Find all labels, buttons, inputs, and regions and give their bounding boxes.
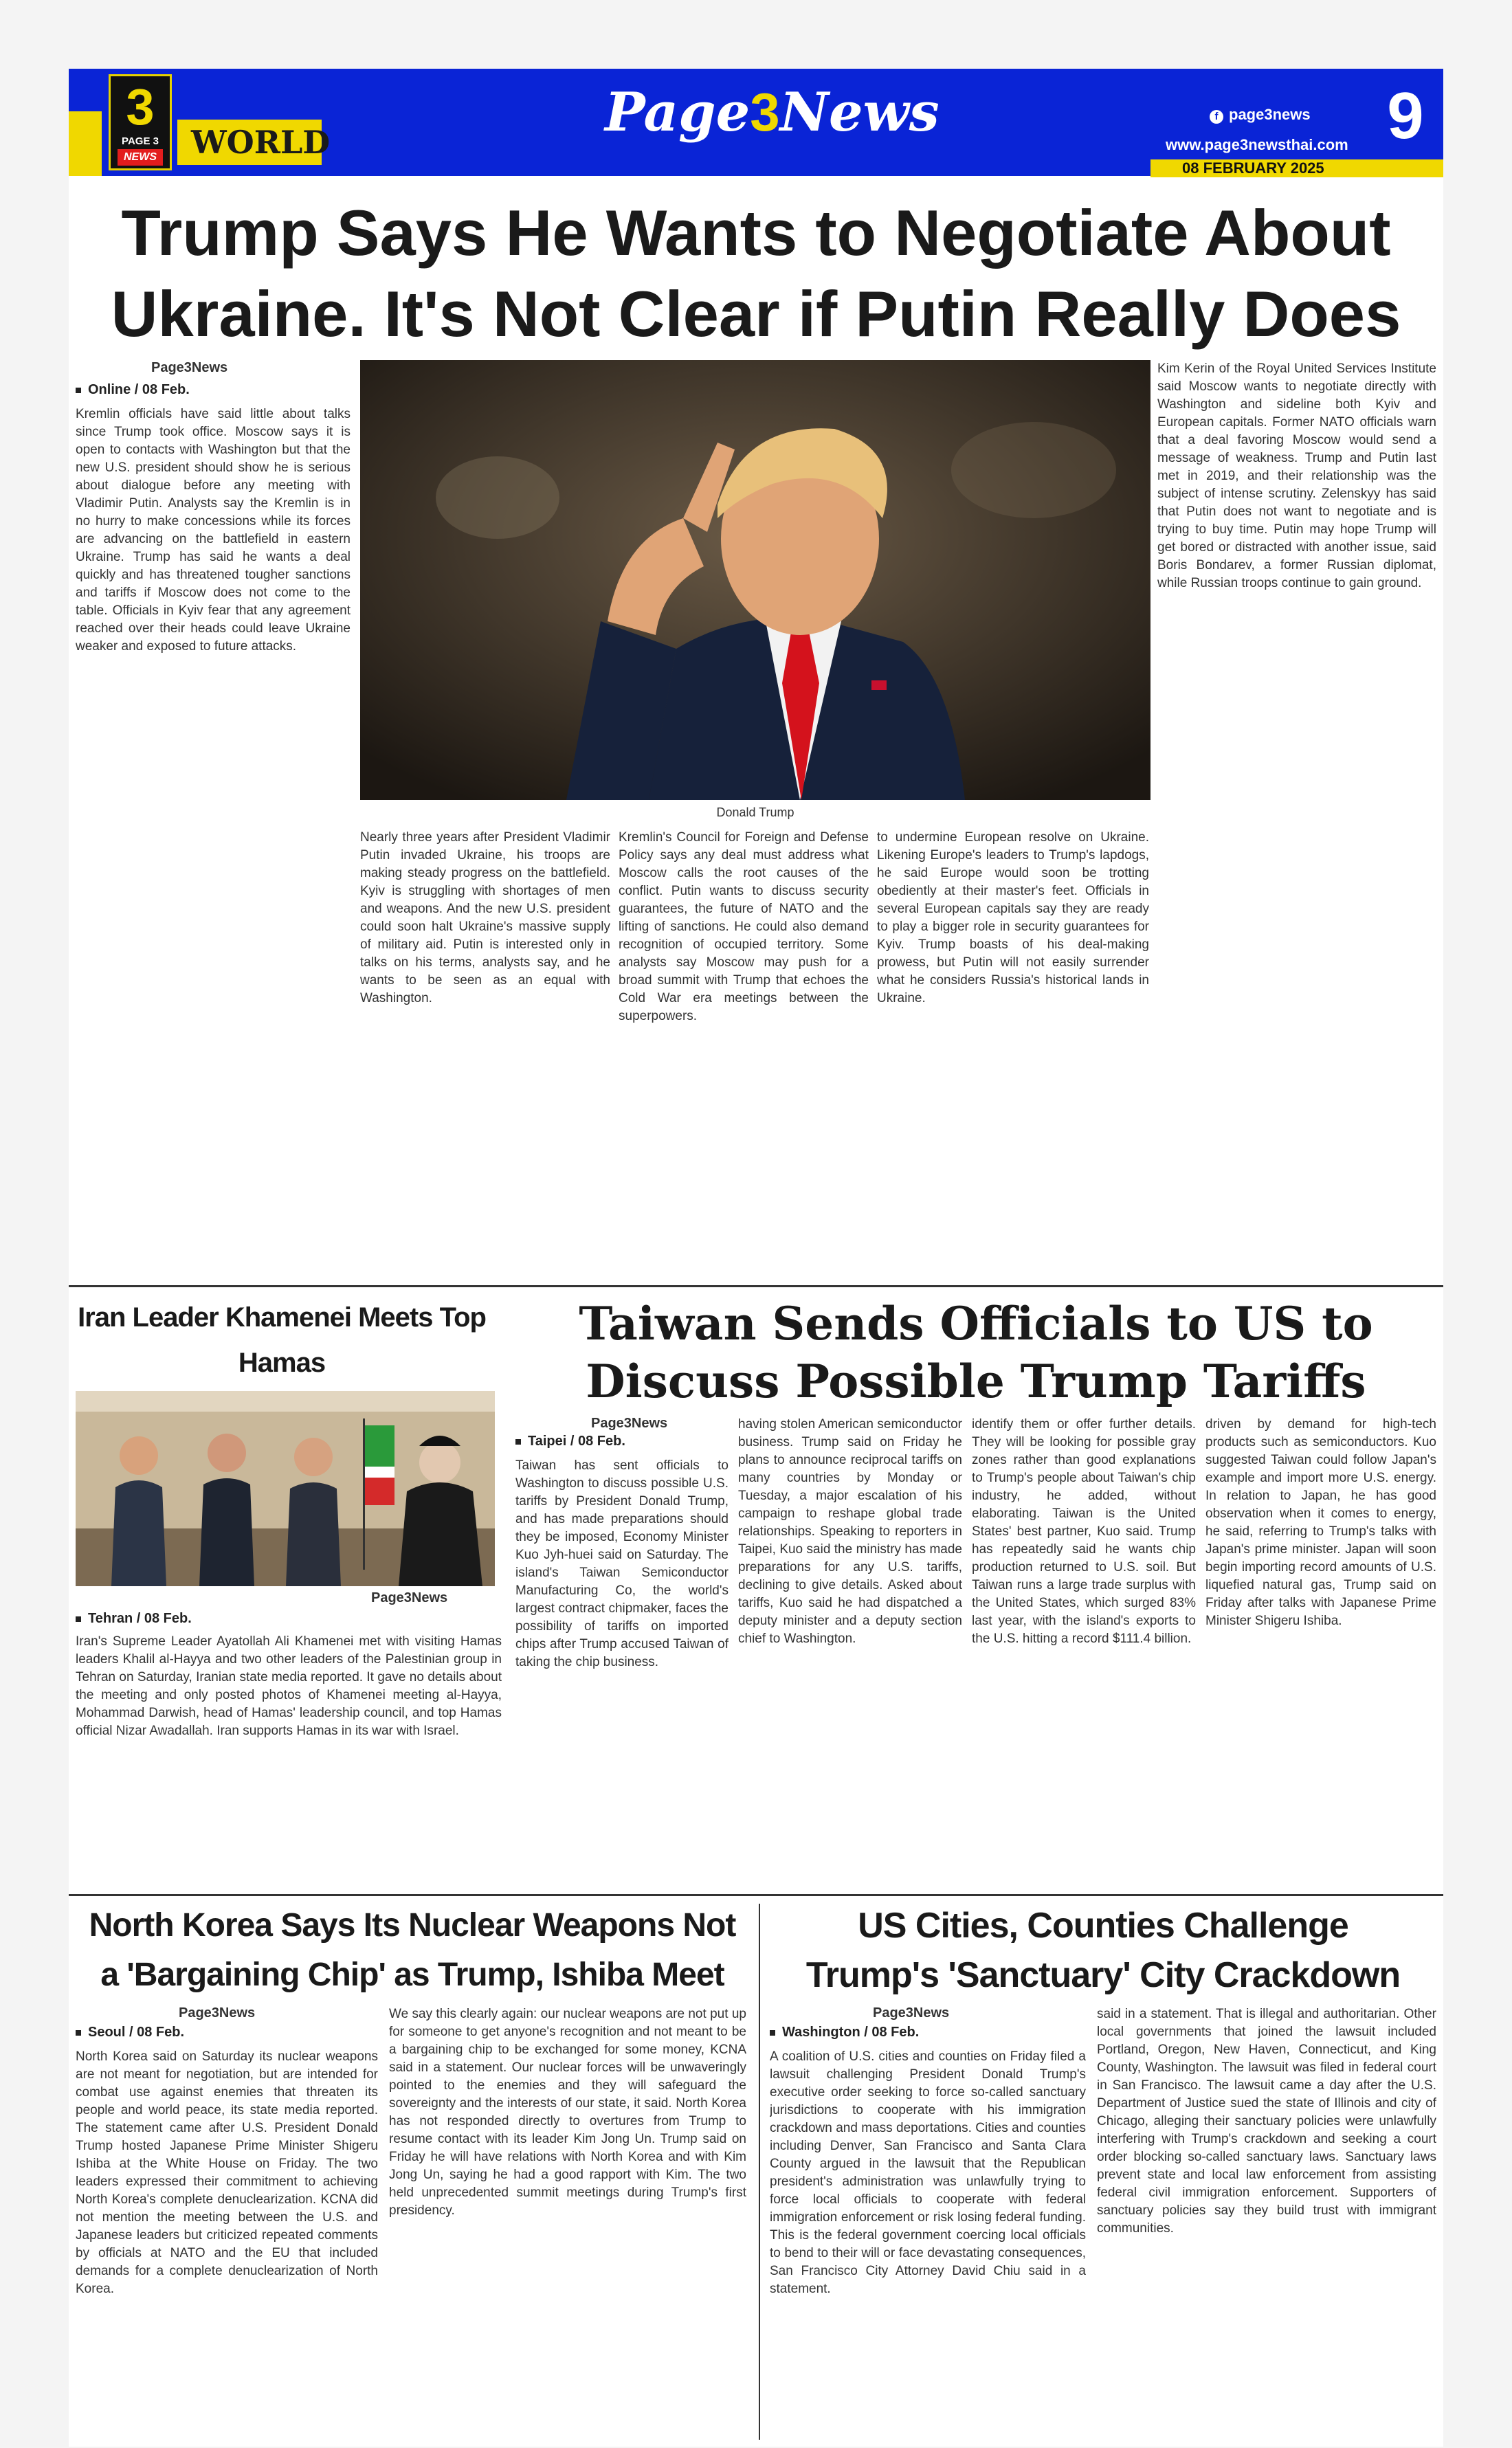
bullet-icon — [76, 2030, 81, 2036]
sanctuary-byline: Page3News — [873, 2005, 950, 2021]
social-handle — [1210, 106, 1311, 124]
nk-dateline: Seoul / 08 Feb. — [76, 2025, 184, 2040]
photo-caption: Donald Trump — [716, 805, 794, 819]
newspaper-page — [69, 69, 1443, 2447]
lead-byline: Page3News — [151, 360, 228, 375]
page-number: 9 — [1387, 79, 1424, 153]
nk-headline — [69, 1901, 756, 2000]
brand-suffix: News — [779, 81, 940, 144]
section-divider — [69, 1285, 1443, 1287]
nk-headline-line1: North Korea Says Its Nuclear Weapons Not — [89, 1907, 736, 1944]
bullet-icon — [515, 1439, 521, 1445]
iran-headline-line1: Iran Leader Khamenei Meets Top Hamas — [78, 1302, 486, 1378]
khamenei-hamas-photo-art — [76, 1391, 495, 1586]
lead-column-4: to undermine European resolve on Ukraine. Likening Europe's leaders to Trump's lapdogs, he said Europe would soon be trotting obediently at their master's feet. Officials in several European capitals say they are ready to play a bigger role in security guarantees for Kyiv. Trump boasts of his deal-making prowess, but Putin will not easily surrender what he considers Russia's historical lands in Ukraine. — [877, 830, 1149, 1005]
sanctuary-headline-line1: US Cities, Counties Challenge — [858, 1906, 1348, 1946]
sanctuary-headline-line2: Trump's 'Sanctuary' City Crackdown — [805, 1955, 1401, 1995]
facebook-icon: f — [1210, 110, 1223, 124]
brand-number: 3 — [750, 82, 780, 142]
sanctuary-column-1: A coalition of U.S. cities and counties on Friday filed a lawsuit challenging President Donald Trump's executive order seeking to force so-called sanctuary jurisdictions to cooperate with his immigration crackdown and mass deportations. Cities and counties including Denver, San Francisco and Santa Clara County argued in the lawsuit that the Republican president's administration was unlawfully trying to force local officials to cooperate with federal immigration enforcement or risk losing federal funding. This is the federal government coercing local officials to bend to their will or face devastating consequences, San Francisco City Attorney David Chiu said in a statement. — [770, 2049, 1086, 2296]
bullet-icon — [76, 388, 81, 393]
bullet-icon — [770, 2030, 775, 2036]
column-divider — [759, 1904, 760, 2440]
sanctuary-dateline: Washington / 08 Feb. — [770, 2025, 919, 2040]
nk-column-1: North Korea said on Saturday its nuclear weapons are not meant for negotiation, but are intended for combat use against enemies that threaten its people and world peace, its state media reported. The statement came after U.S. President Donald Trump hosted Japanese Prime Minister Shigeru Ishiba at the White House on Friday. The two leaders expressed their commitment to achieving North Korea's complete denuclearization. KCNA did not mention the meeting between the U.S. and Japanese leaders but criticized repeated comments by officials at NATO and the EU that included demands for a complete denuclearization of North Korea. — [76, 2049, 378, 2296]
iran-dateline: Tehran / 08 Feb. — [76, 1611, 192, 1627]
taiwan-byline: Page3News — [591, 1416, 668, 1431]
social-handle-text: page3news — [1229, 106, 1311, 123]
taiwan-headline-line1: Taiwan Sends Officials to US to — [579, 1297, 1373, 1350]
taiwan-column-2: having stolen American semiconductor business. Trump said on Friday he plans to announce reciprocal tariffs on many countries by Monday or Tuesday, a major escalation of his campaign to reshape global trade relationships. Speaking to reporters in Taipei, Kuo said the ministry has made preparations for any U.S. tariffs, declining to give details. Asked about tariffs, Kuo said he had dispatched a deputy minister and a deputy section chief to Washington. — [738, 1417, 962, 1646]
khamenei-hamas-photo — [76, 1391, 495, 1586]
logo-number: 3 — [126, 78, 155, 135]
taiwan-column-4: driven by demand for high-tech products such as semiconductors. Kuo suggested Taiwan could follow Japan's example and import more U.S. energy. In relation to Japan, he has good observation when it comes to energy, he said, referring to Trump's talks with Japan's prime minister. Japan will soon begin importing record amounts of U.S. liquefied natural gas, Trump said on Friday after talks with Japanese Prime Minister Shigeru Ishiba. — [1205, 1417, 1436, 1628]
lead-headline — [82, 192, 1430, 355]
lead-column-2: Nearly three years after President Vladimir Putin invaded Ukraine, his troops are making steady progress on the battlefield. Kyiv is struggling with shortages of men and weapons. And the new U.S. president could soon halt Ukraine's massive supply of military aid. Putin is interested only in talks on his terms, analysts say, and he wants to be seen as an equal with Washington. — [360, 830, 610, 1005]
taiwan-column-3: identify them or offer further details. They will be looking for possible gray zones rather than good explanations to Trump's people about Taiwan's chip industry, he added, without elaborating. Taiwan is the United States' best partner, Kuo said. Trump has repeatedly said he wants chip production returned to U.S. soil. But Taiwan runs a large trade surplus with the United States, which surged 83% last year, with the island's exports to the U.S. hitting a record $111.4 billion. — [972, 1417, 1196, 1646]
lead-headline-line1: Trump Says He Wants to Negotiate About — [121, 197, 1391, 269]
lead-column-1: Kremlin officials have said little about talks since Trump took office. Moscow says it is open to contacts with Washington but that the new U.S. president should show he is serious about dialogue before any meeting with Vladimir Putin. Analysts say the Kremlin is in no hurry to make concessions while its forces are advancing on the battlefield in eastern Ukraine. Trump has said he wants a deal quickly and has threatened tougher sanctions and tariffs if Moscow does not come to the table. Officials in Kyiv fear that any agreement reached over their heads could leave Ukraine weaker and exposed to future attacks. — [76, 407, 351, 654]
section-tab-decoration — [69, 111, 102, 176]
nk-headline-line2: a 'Bargaining Chip' as Trump, Ishiba Meet — [100, 1957, 724, 1993]
lead-dateline: Online / 08 Feb. — [76, 382, 190, 398]
logo-news: NEWS — [118, 149, 163, 166]
bullet-icon — [76, 1616, 81, 1622]
taiwan-column-1: Taiwan has sent officials to Washington to discuss possible U.S. tariffs by President Donald Trump, and has made preparations should they be imposed, Economy Minister Kuo Jyh-huei said on Saturday. The island's Taiwan Semiconductor Manufacturing Co, the world's largest contract chipmaker, faces the possibility of tariffs on imported chips after Trump accused Taiwan of taking the chip business. — [515, 1458, 729, 1669]
trump-photo — [360, 360, 1150, 800]
issue-date: 08 FEBRUARY 2025 — [1182, 159, 1324, 177]
website-url: www.page3newsthai.com — [1166, 136, 1348, 153]
lead-column-3: Kremlin's Council for Foreign and Defense Policy says any deal must address what Moscow calls the root causes of the conflict. Putin wants to discuss security guarantees, the future of NATO and the lifting of sanctions. He could also demand recognition of occupied territory. Some analysts say Moscow may push for a broad summit with Trump that echoes the Cold War era meetings between the superpowers. — [619, 830, 869, 1023]
lead-headline-line2: Ukraine. It's Not Clear if Putin Really Does — [111, 278, 1401, 350]
taiwan-dateline: Taipei / 08 Feb. — [515, 1434, 625, 1449]
sanctuary-column-2: said in a statement. That is illegal and authoritarian. Other local governments that joined the lawsuit included Portland, Oregon, New Haven, Connecticut, and King County, Washington. The lawsuit was filed in federal court in San Francisco. The lawsuit came a day after the U.S. Department of Justice sued the state of Illinois and city of Chicago, alleging their sanctuary policies were unlawfully interfering with Trump's crackdown and seeking a court order blocking so-called sanctuary laws. Sanctuary laws prevent state and local law enforcement from assisting federal civil immigration enforcement. Supporters of sanctuary policies say they build trust with immigrant communities. — [1097, 2007, 1436, 2236]
brand-prefix: Page — [605, 81, 751, 144]
page3-logo — [109, 74, 172, 170]
nk-byline: Page3News — [179, 2005, 256, 2021]
taiwan-headline — [509, 1295, 1443, 1410]
logo-tag: PAGE 3 — [122, 135, 159, 147]
trump-photo-art — [360, 360, 1150, 800]
section-label: WORLD — [177, 120, 322, 165]
brand-wordmark — [605, 81, 940, 157]
sanctuary-headline — [763, 1901, 1443, 2000]
taiwan-headline-line2: Discuss Possible Trump Tariffs — [586, 1355, 1366, 1408]
lead-column-5: Kim Kerin of the Royal United Services Institute said Moscow wants to negotiate directly with Washington and sideline both Kyiv and European capitals. Former NATO officials warn that a deal favoring Moscow would send a message of weakness. Trump and Putin last met in 2019, and their relationship was the subject of intense scrutiny. Zelenskyy has said that Putin does not want to negotiate and is trying to buy time. Putin may hope Trump will get bored or distracted with another issue, said Boris Bondarev, a former Russian diplomat, while Russian troops continue to gain ground. — [1157, 361, 1436, 590]
iran-byline: Page3News — [371, 1590, 448, 1605]
section-divider — [69, 1894, 1443, 1896]
iran-body: Iran's Supreme Leader Ayatollah Ali Khamenei met with visiting Hamas leaders Khalil al-Hayya and two other leaders of the Palestinian group in Tehran on Saturday, Iranian state media reported. It gave no details about the meeting and only posted photos of Khamenei meeting al-Hayya, Mohammad Darwish, head of Hamas' leadership council, and top Hamas official Nizar Awadallah. Iran supports Hamas in its war with Israel. — [76, 1634, 502, 1738]
nk-column-2: We say this clearly again: our nuclear weapons are not put up for someone to get anyone's recognition and not meant to be a bargaining chip to be exchanged for some money, KCNA said in a statement. Our nuclear forces will be unwaveringly pointed to the enemies and they will safeguard the sovereignty and the interests of our state, it said. North Korea has not responded directly to overtures from Trump to resume contact with its leader Kim Jong Un. Trump said on Friday he will have relations with North Korea and with Kim Jong Un, saying he had a good rapport with Kim. The two held unprecedented summit meetings during Trump's first presidency. — [389, 2007, 746, 2218]
